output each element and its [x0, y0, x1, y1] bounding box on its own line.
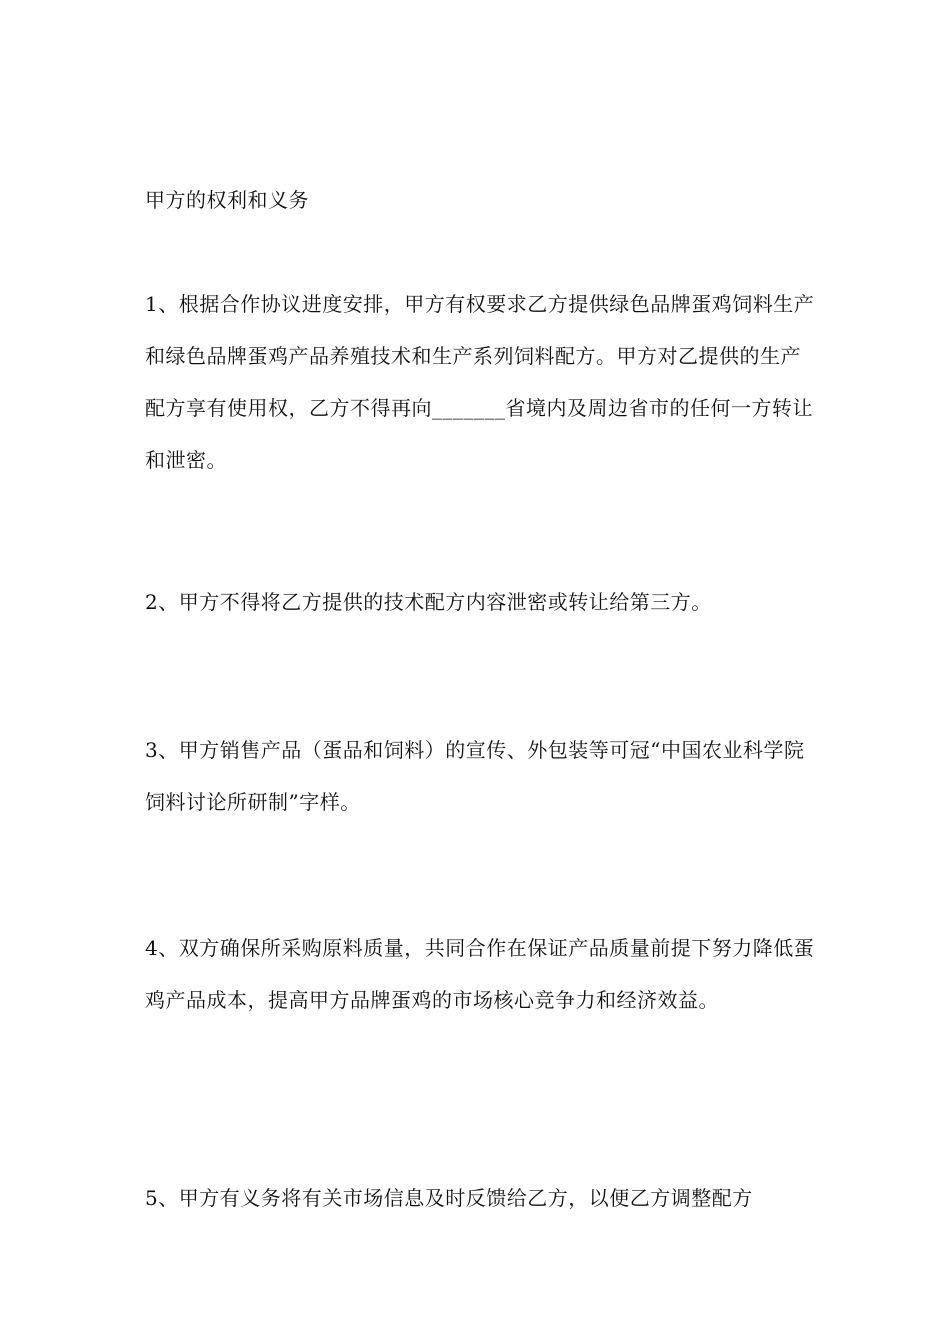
paragraph-4: 4、双方确保所采购原料质量，共同合作在保证产品质量前提下努力降低蛋鸡产品成本，提高甲方品牌蛋鸡的市场核心竞争力和经济效益。	[145, 936, 815, 1012]
paragraph-5: 5、甲方有义务将有关市场信息及时反馈给乙方，以便乙方调整配方	[145, 1186, 753, 1210]
paragraph-1: 1、根据合作协议进度安排，甲方有权要求乙方提供绿色品牌蛋鸡饲料生产和绿色品牌蛋鸡产品养殖技术和生产系列饲料配方。甲方对乙提供的生产配方享有使用权，乙方不得再向_______省境内及周边省市的任何一方转让和泄密。	[145, 292, 815, 472]
paragraph-3: 3、甲方销售产品（蛋品和饲料）的宣传、外包装等可冠“中国农业科学院饲料讨论所研制”字样。	[145, 738, 805, 814]
section-heading: 甲方的权利和义务	[145, 188, 309, 212]
paragraph-2: 2、甲方不得将乙方提供的技术配方内容泄密或转让给第三方。	[145, 590, 712, 614]
